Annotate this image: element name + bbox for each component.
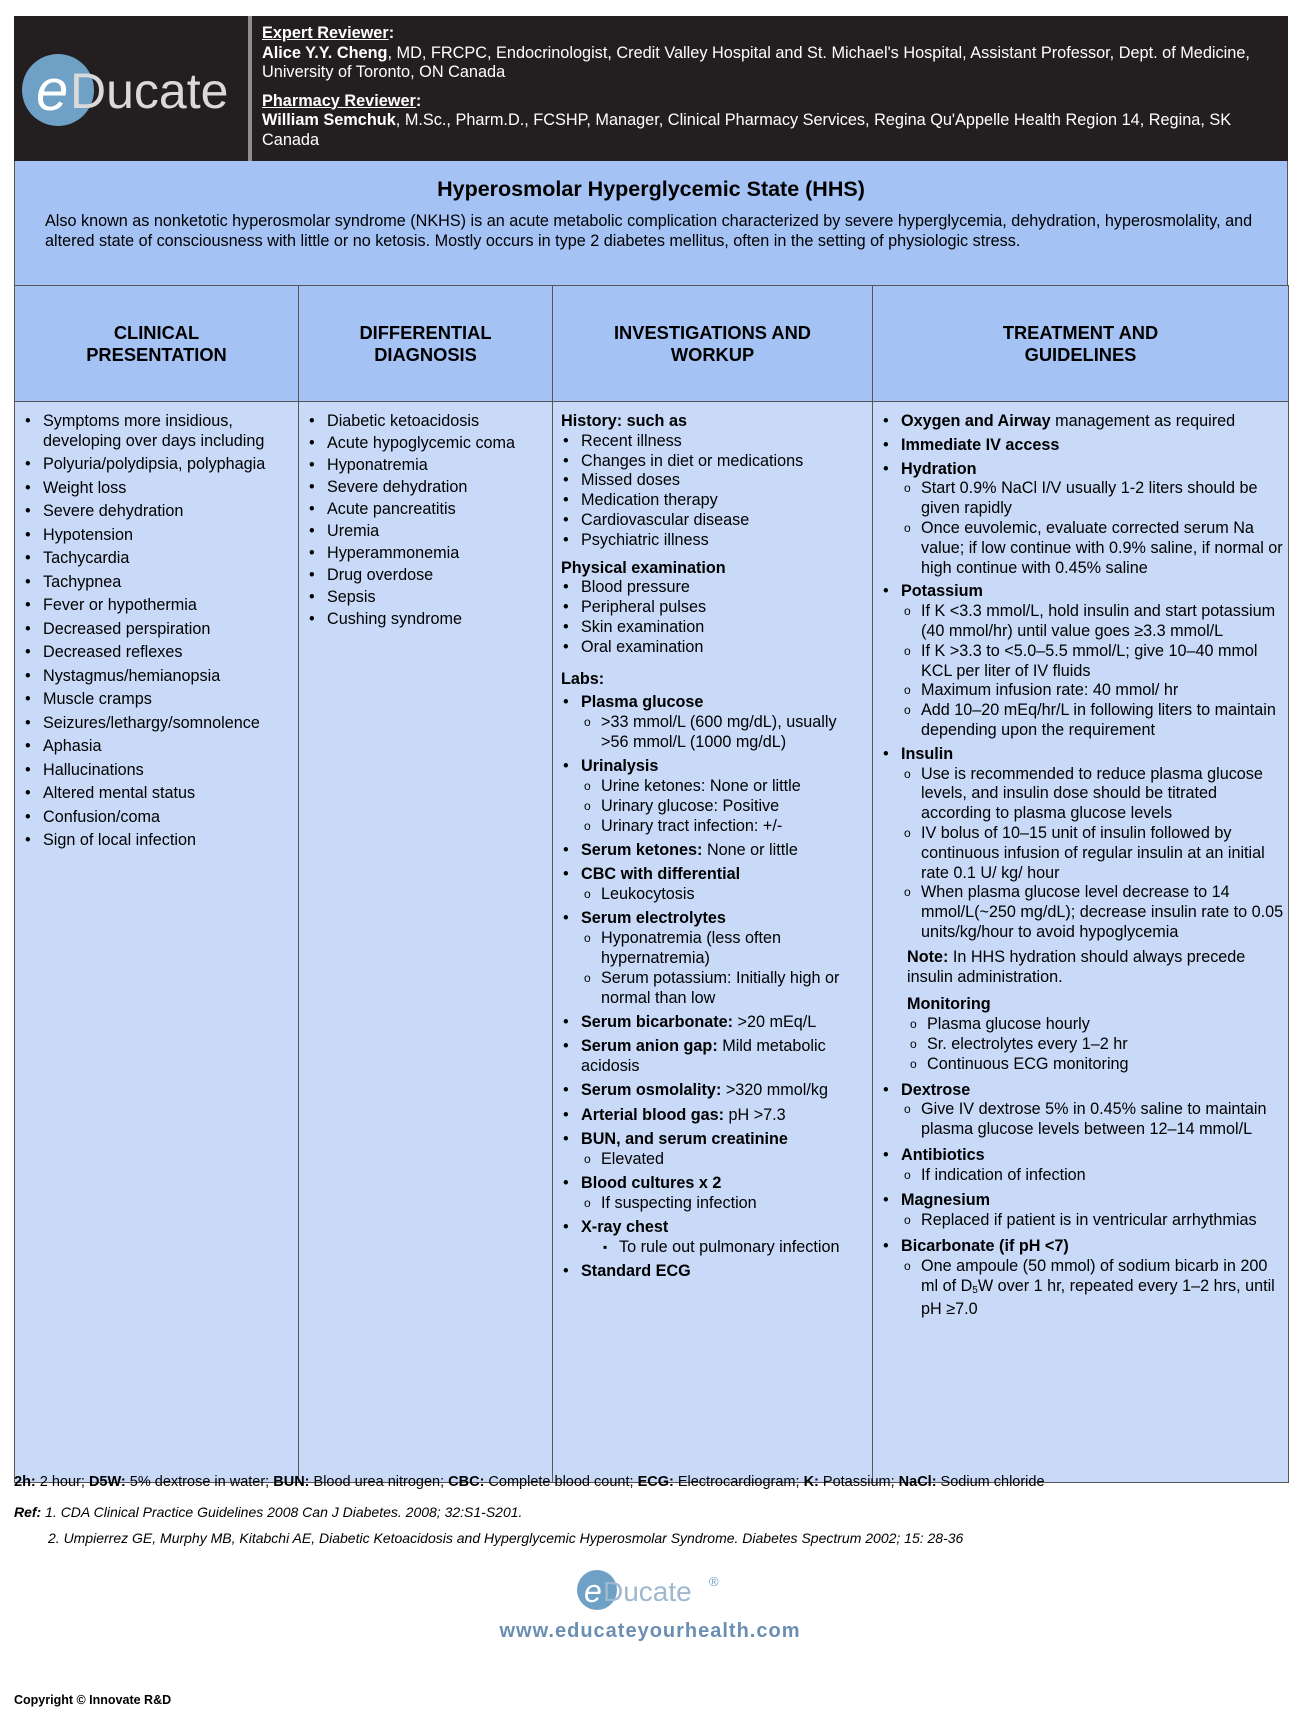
list-item: • Peripheral pulses bbox=[561, 598, 868, 618]
list-item: o Add 10–20 mEq/hr/L in following liters to maintain depending upon the requirement bbox=[901, 701, 1284, 741]
abbr-value: Blood urea nitrogen; bbox=[309, 1474, 449, 1490]
document-sheet bbox=[14, 16, 1288, 1483]
list-item: • Skin examination bbox=[561, 618, 868, 638]
list-item: • Nystagmus/hemianopsia bbox=[23, 667, 294, 687]
list-item: • Sepsis bbox=[307, 588, 548, 608]
lab-anion-gap: • Serum anion gap: Mild metabolic acidosis bbox=[561, 1037, 868, 1077]
tx-magnesium: • Magnesium o Replaced if patient is in ventricular arrhythmias bbox=[881, 1191, 1284, 1231]
reference-1: Ref: 1. CDA Clinical Practice Guidelines 2008 Can J Diabetes. 2008; 32:S1-S201. bbox=[14, 1504, 523, 1520]
list-item: o Continuous ECG monitoring bbox=[907, 1055, 1284, 1075]
list-item: o If K >3.3 to <5.0–5.5 mmol/L; give 10–40 mmol KCL per liter of IV fluids bbox=[901, 642, 1284, 682]
list-item: o Leukocytosis bbox=[581, 885, 868, 905]
list-item: o Urinary glucose: Positive bbox=[581, 797, 868, 817]
list-item: • Cushing syndrome bbox=[307, 610, 548, 630]
lab-urinalysis: • Urinalysis o Urine ketones: None or little o Urinary glucose: Positive o Urinary tract infection: +/- bbox=[561, 757, 868, 836]
electrolytes-sublist bbox=[581, 929, 868, 1008]
hydration-note: Note: In HHS hydration should always precede insulin administration. bbox=[907, 947, 1246, 986]
list-item: o Urine ketones: None or little bbox=[581, 777, 868, 797]
intro-text: Also known as nonketotic hyperosmolar syndrome (NKHS) is an acute metabolic complication characterized by severe hyperglycemia, dehydration, hyperosmolality, and altered state of consciousness with little or no ketosis. Mostly occurs in type 2 diabetes mellitus, often in the setting of physiologic stress. bbox=[45, 212, 1253, 250]
list-item: • Recent illness bbox=[561, 432, 868, 452]
expert-name: Alice Y.Y. Cheng bbox=[262, 43, 388, 62]
labs-heading: Labs: bbox=[561, 669, 605, 688]
potassium-sublist bbox=[901, 602, 1284, 741]
list-item: • Weight loss bbox=[23, 479, 294, 499]
lab-plasma-glucose: • Plasma glucose o >33 mmol/L (600 mg/dL), usually >56 mmol/L (1000 mg/dL) bbox=[561, 693, 868, 752]
investigations-cell bbox=[553, 402, 873, 1483]
labs-list bbox=[561, 693, 868, 1282]
list-item: • Fever or hypothermia bbox=[23, 596, 294, 616]
differential-cell bbox=[299, 402, 553, 1483]
list-item: • Uremia bbox=[307, 522, 548, 542]
list-item: • Cardiovascular disease bbox=[561, 511, 868, 531]
pharmacy-name: William Semchuk bbox=[262, 111, 396, 129]
col-header-clinical: CLINICAL PRESENTATION bbox=[15, 286, 299, 402]
list-item: • Hyponatremia bbox=[307, 456, 548, 476]
lab-ecg: • Standard ECG bbox=[561, 1262, 868, 1282]
list-item: • Muscle cramps bbox=[23, 690, 294, 710]
lab-cbc: • CBC with differential o Leukocytosis bbox=[561, 865, 868, 905]
urinalysis-sublist bbox=[581, 777, 868, 836]
abbr-key: BUN: bbox=[273, 1474, 310, 1490]
logo-e: e bbox=[36, 58, 69, 123]
list-item: o Use is recommended to reduce plasma glucose levels, and insulin dose should be titrated according to plasma glucose levels bbox=[901, 765, 1284, 824]
list-item: o Plasma glucose hourly bbox=[907, 1015, 1284, 1035]
pharmacy-reviewer: Pharmacy Reviewer: William Semchuk, M.Sc., Pharm.D., FCSHP, Manager, Clinical Pharmacy Services, Regina Qu'Appelle Health Region 14, Regina, SK Canada bbox=[262, 91, 1232, 149]
list-item: o Sr. electrolytes every 1–2 hr bbox=[907, 1035, 1284, 1055]
abbr-value: Electrocardiogram; bbox=[673, 1474, 804, 1490]
expert-details: , MD, FRCPC, Endocrinologist, Credit Valley Hospital and St. Michael's Hospital, Assistant Professor, Dept. of Medicine, University of Toronto, ON Canada bbox=[262, 43, 1250, 81]
list-item: • Decreased perspiration bbox=[23, 620, 294, 640]
tx-iv-access: • Immediate IV access bbox=[881, 436, 1284, 456]
list-item: o >33 mmol/L (600 mg/dL), usually >56 mmol/L (1000 mg/dL) bbox=[581, 713, 868, 753]
hydration-sublist bbox=[901, 479, 1284, 578]
history-heading: History: such as bbox=[561, 412, 687, 430]
list-item: o Serum potassium: Initially high or normal than low bbox=[581, 969, 868, 1009]
reference-2: 2. Umpierrez GE, Murphy MB, Kitabchi AE, Diabetic Ketoacidosis and Hyperglycemic Hyperosmolar Syndrome. Diabetes Spectrum 2002; 15: 28-36 bbox=[48, 1530, 964, 1546]
list-item: • Tachycardia bbox=[23, 549, 294, 569]
list-item: o When plasma glucose level decrease to 14 mmol/L(~250 mg/dL); decrease insulin rate to 0.05 units/kg/hour to avoid hypoglycemia bbox=[901, 883, 1284, 942]
list-item: • Psychiatric illness bbox=[561, 531, 868, 551]
list-item: • Acute pancreatitis bbox=[307, 500, 548, 520]
list-item: o Urinary tract infection: +/- bbox=[581, 817, 868, 837]
clinical-list bbox=[23, 412, 294, 851]
list-item: • Hypotension bbox=[23, 526, 294, 546]
website-url[interactable]: www.educateyourhealth.com bbox=[499, 1620, 801, 1642]
lab-bicarbonate: • Serum bicarbonate: >20 mEq/L bbox=[561, 1013, 868, 1033]
tx-potassium: • Potassium o If K <3.3 mmol/L, hold insulin and start potassium (40 mmol/hr) until value goes ≥3.3 mmol/L o If K >3.3 to <5.0–5.5 mmol/L; give 10–40 mmol KCL per liter of IV fluids o Maximum infusion rate: 40 mmol/ hr o Add 10–20 mEq/hr/L in following liters to maintain depending upon the requirement bbox=[881, 582, 1284, 740]
list-item: • Drug overdose bbox=[307, 566, 548, 586]
tx-antibiotics: • Antibiotics o If indication of infection bbox=[881, 1146, 1284, 1186]
tx-bicarbonate: • Bicarbonate (if pH <7) o One ampoule (50 mmol) of sodium bicarb in 200 ml of $D_5W$ over 1 hr, repeated every 1–2 hrs, until pH ≥7.0 bbox=[881, 1237, 1284, 1320]
list-item: • Decreased reflexes bbox=[23, 643, 294, 663]
list-item: • Confusion/coma bbox=[23, 808, 294, 828]
treatment-cell bbox=[873, 402, 1289, 1483]
list-item: o Replaced if patient is in ventricular arrhythmias bbox=[901, 1211, 1284, 1231]
list-item: o Start 0.9% NaCl I/V usually 1-2 liters should be given rapidly bbox=[901, 479, 1284, 519]
footer-logo-icon bbox=[575, 1568, 725, 1612]
list-item: o Maximum infusion rate: 40 mmol/ hr bbox=[901, 681, 1284, 701]
page-title: Hyperosmolar Hyperglycemic State (HHS) bbox=[437, 177, 865, 201]
treatment-list-2 bbox=[881, 1081, 1284, 1321]
tx-insulin: • Insulin o Use is recommended to reduce plasma glucose levels, and insulin dose should be titrated according to plasma glucose levels o IV bolus of 10–15 unit of insulin followed by continuous infusion of regular insulin at an initial rate 0.1 U/ kg/ hour o When plasma glucose level decrease to 14 mmol/L(~250 mg/dL); decrease insulin rate to 0.05 units/kg/hour to avoid hypoglycemia bbox=[881, 745, 1284, 943]
abbr-value: 5% dextrose in water; bbox=[125, 1474, 274, 1490]
reviewers-block bbox=[252, 16, 1288, 161]
abbr-value: Complete blood count; bbox=[484, 1474, 638, 1490]
list-item: o Hyponatremia (less often hypernatremia) bbox=[581, 929, 868, 969]
list-item: • Oral examination bbox=[561, 638, 868, 658]
lab-osmolality: • Serum osmolality: >320 mmol/kg bbox=[561, 1081, 868, 1101]
tx-hydration: • Hydration o Start 0.9% NaCl I/V usually 1-2 liters should be given rapidly o Once euvolemic, evaluate corrected serum Na value; if low continue with 0.9% saline, if normal or high continue with 0.45% saline bbox=[881, 460, 1284, 579]
list-item: • Symptoms more insidious, developing over days including bbox=[23, 412, 294, 452]
expert-reviewer: Expert Reviewer: Alice Y.Y. Cheng, MD, FRCPC, Endocrinologist, Credit Valley Hospital and St. Michael's Hospital, Assistant Professor, Dept. of Medicine, University of Toronto, ON Canada bbox=[262, 24, 1250, 81]
reviewer-header bbox=[14, 16, 1288, 161]
physical-list bbox=[561, 578, 868, 657]
list-item: o If K <3.3 mmol/L, hold insulin and start potassium (40 mmol/hr) until value goes ≥3.3 mmol/L bbox=[901, 602, 1284, 642]
copyright: Copyright © Innovate R&D bbox=[14, 1693, 172, 1707]
lab-electrolytes: • Serum electrolytes o Hyponatremia (less often hypernatremia) o Serum potassium: Initially high or normal than low bbox=[561, 909, 868, 1008]
references bbox=[14, 1499, 963, 1551]
educate-logo-icon bbox=[18, 46, 246, 132]
tx-oxygen: • Oxygen and Airway management as required bbox=[881, 412, 1284, 432]
lab-xray: • X-ray chest ▪ To rule out pulmonary infection bbox=[561, 1218, 868, 1258]
list-item: • Seizures/lethargy/somnolence bbox=[23, 714, 294, 734]
pharmacy-details: , M.Sc., Pharm.D., FCSHP, Manager, Clinical Pharmacy Services, Regina Qu'Appelle Health Region 14, Regina, SK Canada bbox=[262, 111, 1232, 149]
list-item: • Hyperammonemia bbox=[307, 544, 548, 564]
history-list bbox=[561, 432, 868, 551]
abbreviations bbox=[14, 1474, 1288, 1490]
list-item: o If suspecting infection bbox=[581, 1194, 868, 1214]
lab-serum-ketones: • Serum ketones: None or little bbox=[561, 841, 868, 861]
list-item: • Severe dehydration bbox=[23, 502, 294, 522]
abbr-key: CBC: bbox=[448, 1474, 485, 1490]
list-item: o If indication of infection bbox=[901, 1166, 1284, 1186]
clinical-cell bbox=[15, 402, 299, 1483]
tx-dextrose: • Dextrose o Give IV dextrose 5% in 0.45% saline to maintain plasma glucose levels between 12–14 mmol/L bbox=[881, 1081, 1284, 1140]
list-item: o One ampoule (50 mmol) of sodium bicarb in 200 ml of $D_5W$ over 1 hr, repeated every 1–2 hrs, until pH ≥7.0 bbox=[901, 1257, 1284, 1320]
list-item: • Tachypnea bbox=[23, 573, 294, 593]
list-item: • Severe dehydration bbox=[307, 478, 548, 498]
expert-reviewer-label: Expert Reviewer bbox=[262, 24, 389, 42]
footer-logo-e: e bbox=[584, 1573, 602, 1609]
list-item: o IV bolus of 10–15 unit of insulin followed by continuous infusion of regular insulin at an initial rate 0.1 U/ kg/ hour bbox=[901, 824, 1284, 883]
abbr-key: ECG: bbox=[637, 1474, 674, 1490]
abbr-value: 2 hour; bbox=[35, 1474, 89, 1490]
lab-abg: • Arterial blood gas: pH >7.3 bbox=[561, 1106, 868, 1126]
differential-list bbox=[307, 412, 548, 630]
list-item: • Missed doses bbox=[561, 471, 868, 491]
pharmacy-reviewer-label: Pharmacy Reviewer bbox=[262, 91, 416, 110]
abbr-value: Potassium; bbox=[818, 1474, 899, 1490]
monitoring-sublist bbox=[907, 1015, 1284, 1074]
monitoring-heading: Monitoring bbox=[907, 995, 991, 1014]
list-item: o Give IV dextrose 5% in 0.45% saline to maintain plasma glucose levels between 12–14 mmol/L bbox=[901, 1100, 1284, 1140]
list-item: • Diabetic ketoacidosis bbox=[307, 412, 548, 432]
abbr-key: 2h: bbox=[14, 1474, 36, 1490]
col-header-investigations: INVESTIGATIONS AND WORKUP bbox=[553, 286, 873, 402]
list-item: • Polyuria/polydipsia, polyphagia bbox=[23, 455, 294, 475]
col-header-differential: DIFFERENTIAL DIAGNOSIS bbox=[299, 286, 553, 402]
logo-ducate: Ducate bbox=[70, 63, 229, 119]
abbr-key: NaCl: bbox=[898, 1474, 937, 1490]
list-item: • Medication therapy bbox=[561, 491, 868, 511]
title-band bbox=[14, 161, 1288, 285]
list-item: • Acute hypoglycemic coma bbox=[307, 434, 548, 454]
footer-logo-text: Ducate bbox=[603, 1576, 692, 1607]
treatment-list bbox=[881, 412, 1284, 943]
list-item: • Changes in diet or medications bbox=[561, 452, 868, 472]
educate-logo bbox=[14, 16, 252, 161]
list-item: • Hallucinations bbox=[23, 761, 294, 781]
physical-heading: Physical examination bbox=[561, 558, 726, 577]
list-item: o Elevated bbox=[581, 1150, 868, 1170]
abbr-value: Sodium chloride bbox=[936, 1474, 1045, 1490]
lab-bun: • BUN, and serum creatinine o Elevated bbox=[561, 1130, 868, 1170]
col-header-treatment: TREATMENT AND GUIDELINES bbox=[873, 286, 1289, 402]
insulin-sublist bbox=[901, 765, 1284, 943]
list-item: • Sign of local infection bbox=[23, 831, 294, 851]
list-item: o Once euvolemic, evaluate corrected serum Na value; if low continue with 0.9% saline, if normal or high continue with 0.45% saline bbox=[901, 519, 1284, 578]
abbr-key: K: bbox=[803, 1474, 819, 1490]
list-item: • Aphasia bbox=[23, 737, 294, 757]
registered-mark: ® bbox=[709, 1574, 719, 1589]
content-table bbox=[14, 285, 1289, 1483]
list-item: • Altered mental status bbox=[23, 784, 294, 804]
list-item: • Blood pressure bbox=[561, 578, 868, 598]
list-item: ▪ To rule out pulmonary infection bbox=[581, 1238, 868, 1258]
abbr-key: D5W: bbox=[88, 1474, 126, 1490]
lab-cultures: • Blood cultures x 2 o If suspecting infection bbox=[561, 1174, 868, 1214]
